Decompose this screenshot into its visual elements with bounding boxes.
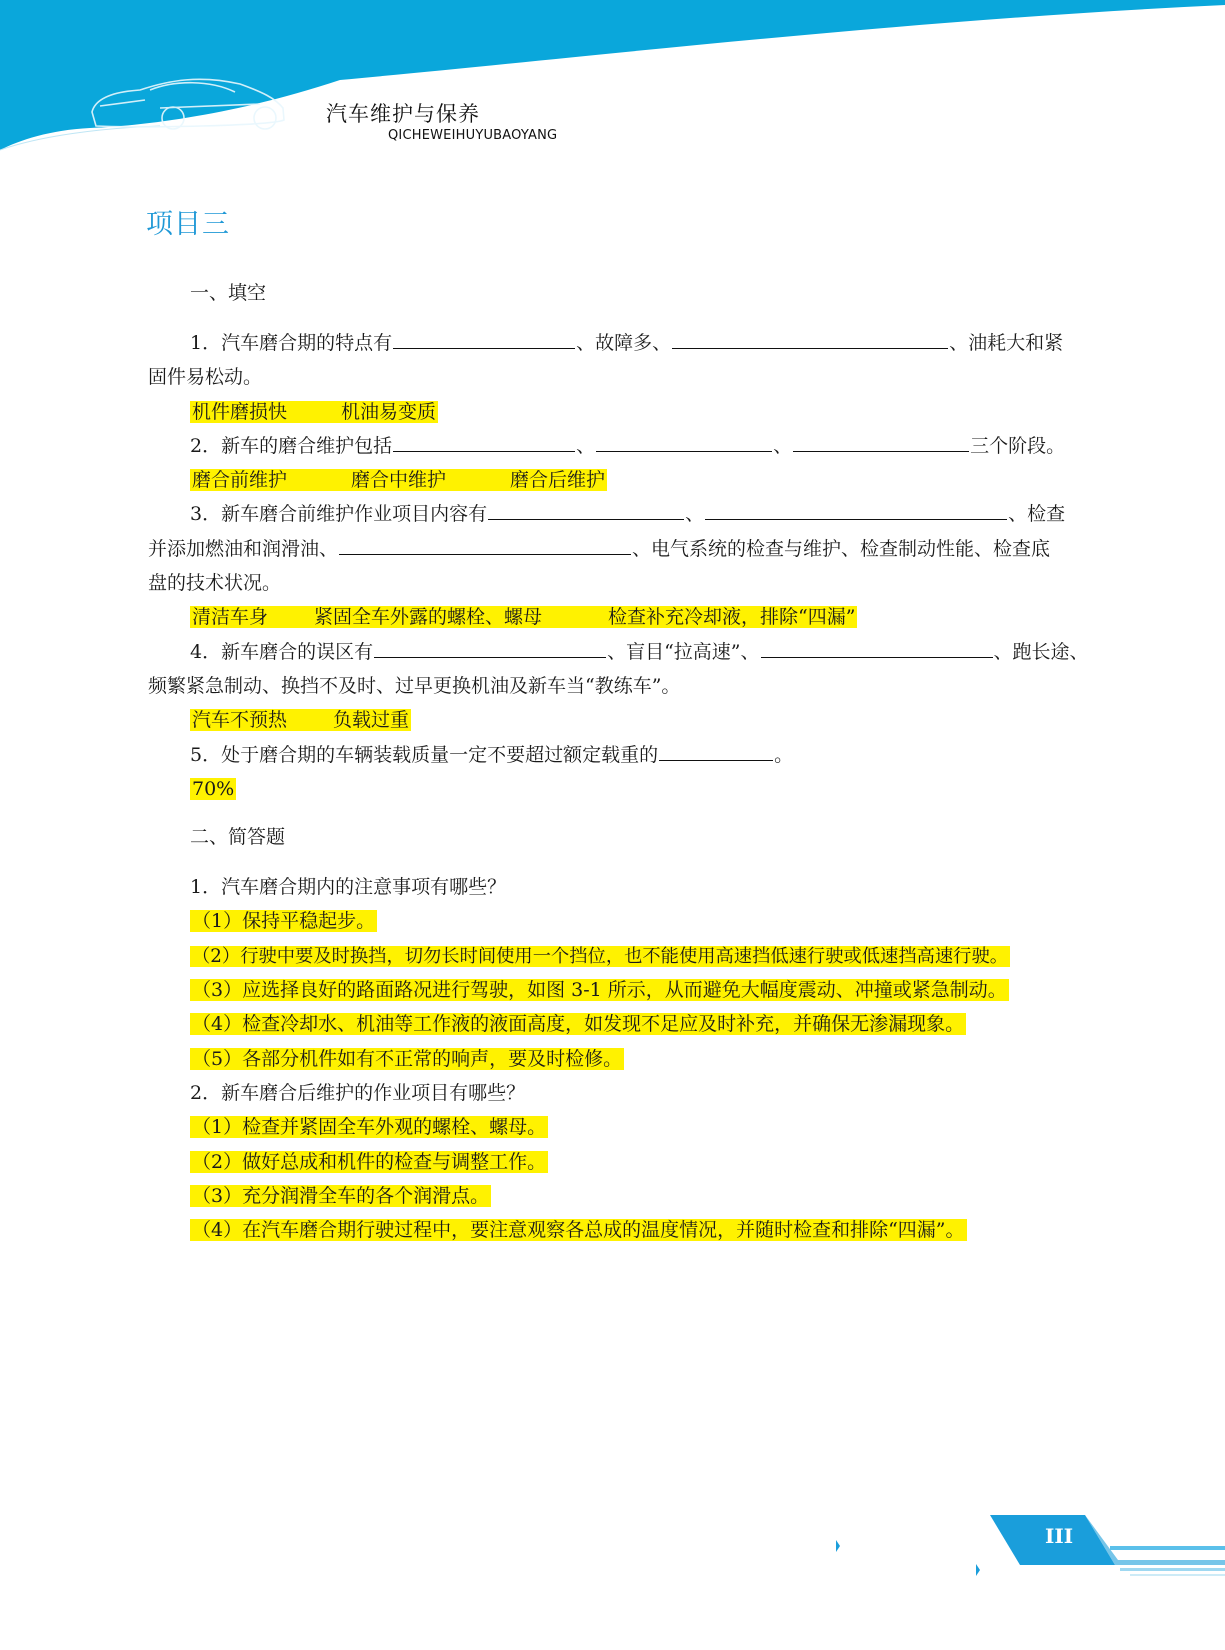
footer-decoration [0,1510,1225,1590]
highlighted-answer: （4）检查冷却水、机油等工作液的液面高度，如发现不足应及时补充，并确保无渗漏现象。 [192,1013,965,1036]
book-title: 汽车维护与保养 [326,102,480,126]
answer-blank [705,498,1007,520]
short-answer-1-item [148,1042,1108,1076]
highlighted-answer: （5）各部分机件如有不正常的响声，要及时检修。 [192,1047,623,1070]
short-question-1: 1．汽车磨合期内的注意事项有哪些？ [190,876,507,899]
answer-blank [339,533,631,555]
highlighted-answer: （2）行驶中要及时换挡，切勿长时间使用一个挡位，也不能使用高速挡低速行驶或低速挡高速行驶。 [192,945,1009,967]
highlighted-answer: 磨合前维护 [192,469,288,492]
header-banner [0,0,1225,170]
answer-blank [374,636,606,658]
question-1-cont: 固件易松动。 [148,366,263,389]
answer-blank [659,739,773,761]
separator: 、 [685,503,705,526]
question-text: 并添加燃油和润滑油、 [148,537,339,560]
answer-blank [393,327,575,349]
separator: 、 [576,434,596,457]
highlighted-answer: 检查补充冷却液，排除“四漏” [608,606,856,629]
short-answer-1-item [148,973,1108,1007]
question-text: 5．处于磨合期的车辆装载质量一定不要超过额定载重的 [190,743,659,766]
question-1 [148,326,1108,360]
arrow-marker-icon [976,1564,980,1576]
question-4-cont: 频繁紧急制动、换挡不及时、过早更换机油及新车当“教练车”。 [148,674,681,697]
highlighted-answer: （3）充分润滑全车的各个润滑点。 [192,1184,490,1207]
section-title-fill: 一、填空 [190,282,267,304]
question-4 [148,635,1108,669]
highlighted-answer: 汽车不预热 [192,709,288,732]
short-answer-2-item [148,1110,1108,1144]
answer-2 [148,463,1108,497]
question-text: 3．新车磨合前维护作业项目内容有 [190,503,488,526]
answer-5 [148,772,1108,806]
short-answer-1-item [148,904,1108,938]
question-text: 、跑长途、 [993,640,1089,663]
question-text: 、油耗大和紧 [949,332,1064,354]
question-text: 、电气系统的检查与维护、检查制动性能、检查底 [632,537,1051,560]
highlighted-answer: 清洁车身 [192,606,269,629]
answer-blank [761,636,993,658]
section-title-short-answer: 二、简答题 [190,826,286,849]
short-answer-1-item [148,939,1108,973]
answer-3 [148,600,1108,634]
project-title: 项目三 [146,209,230,240]
question-text: 、检查 [1008,503,1066,526]
highlighted-answer: （4）在汽车磨合期行驶过程中，要注意观察各总成的温度情况，并随时检查和排除“四漏”。 [192,1219,965,1242]
highlighted-answer: 磨合后维护 [510,469,606,492]
arrow-marker-icon [836,1540,840,1552]
short-answer-2-item [148,1145,1108,1179]
highlighted-answer: （1）检查并紧固全车外观的螺栓、螺母。 [192,1116,547,1139]
worksheet-content [148,276,1108,1247]
page-number: III [1045,1524,1074,1548]
question-5 [148,738,1108,772]
answer-blank [393,430,575,452]
highlighted-answer: 70% [192,777,235,800]
book-subtitle: QICHEWEIHUYUBAOYANG [388,128,558,143]
short-answer-2-item [148,1213,1108,1247]
question-text: 4．新车磨合的误区有 [190,640,374,663]
answer-4 [148,703,1108,737]
question-3 [148,497,1108,531]
question-text: 1．汽车磨合期的特点有 [190,332,393,354]
short-answer-2-item [148,1179,1108,1213]
separator: 、 [773,434,793,457]
question-text: 、故障多、 [576,332,672,354]
highlighted-answer: 紧固全车外露的螺栓、螺母 [314,606,543,629]
highlighted-answer: 机油易变质 [341,400,437,423]
question-text: 。 [774,743,794,766]
question-text: 三个阶段。 [970,434,1066,457]
highlighted-answer: （3）应选择良好的路面路况进行驾驶，如图 3-1 所示，从而避免大幅度震动、冲撞或紧急制动。 [192,979,1007,1002]
answer-blank [596,430,772,452]
answer-1 [148,395,1108,429]
highlighted-answer: 机件磨损快 [192,400,288,423]
highlighted-answer: （2）做好总成和机件的检查与调整工作。 [192,1150,547,1173]
question-3-cont [148,532,1108,566]
answer-blank [488,498,684,520]
highlighted-answer: （1）保持平稳起步。 [192,910,376,933]
answer-blank [793,430,969,452]
question-text: 、盲目“拉高速”、 [607,640,760,663]
highlighted-answer: 磨合中维护 [351,469,447,492]
highlighted-answer: 负载过重 [333,709,410,732]
short-question-2: 2．新车磨合后维护的作业项目有哪些？ [190,1081,526,1104]
answer-blank [672,327,948,349]
question-text: 2．新车的磨合维护包括 [190,434,393,457]
question-2 [148,429,1108,463]
question-3-cont: 盘的技术状况。 [148,572,282,595]
short-answer-1-item [148,1007,1108,1041]
